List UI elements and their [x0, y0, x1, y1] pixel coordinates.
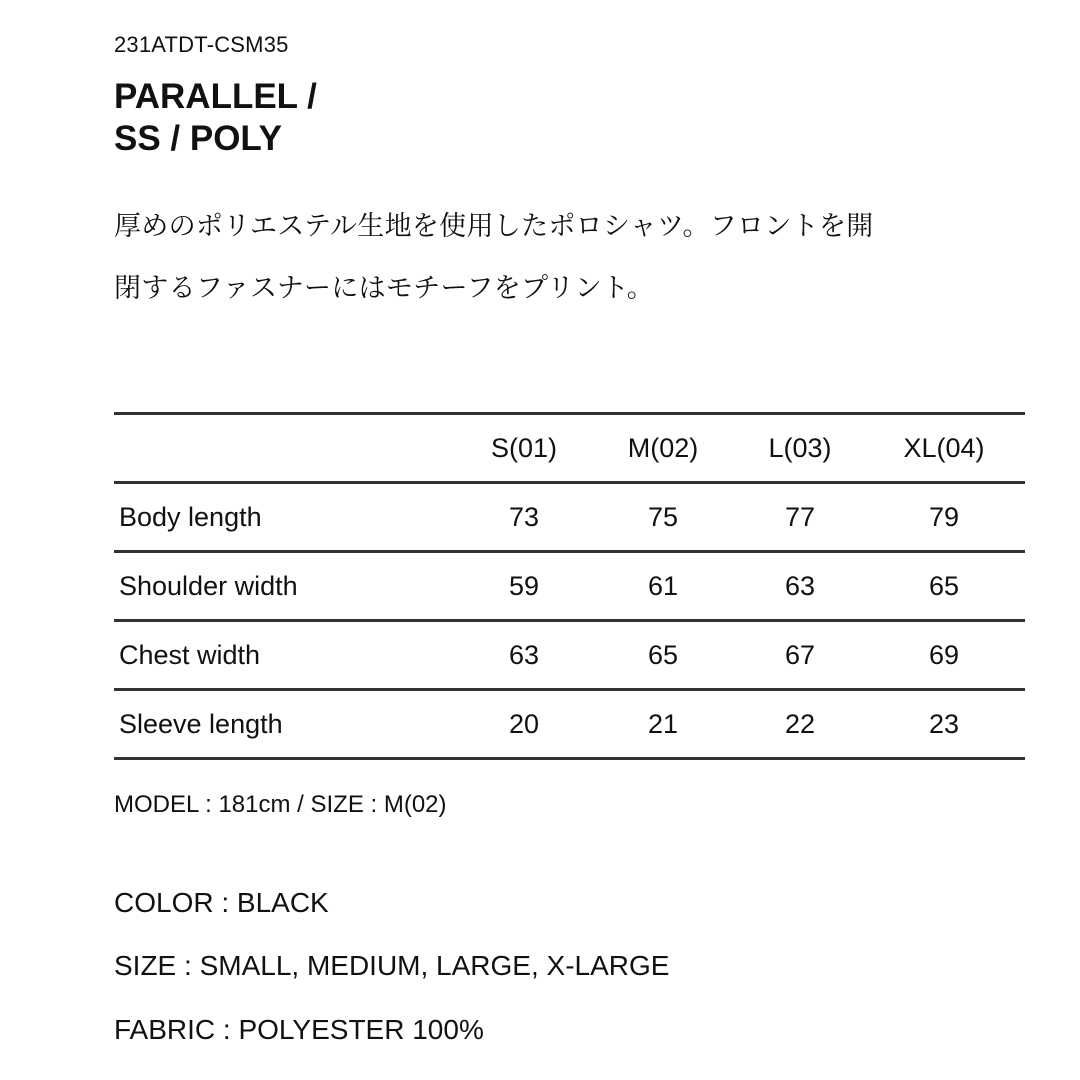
description-line-2: 閉するファスナーにはモチーフをプリント。: [114, 273, 655, 304]
product-code: 231ATDT-CSM35: [114, 32, 289, 57]
cell-value: 79: [863, 483, 1025, 552]
size-table-header-label: [114, 414, 459, 483]
spec-size: SIZE : SMALL, MEDIUM, LARGE, X-LARGE: [114, 950, 670, 981]
row-label: Chest width: [114, 621, 459, 690]
table-row: [114, 690, 1025, 759]
cell-value: 22: [737, 690, 863, 759]
size-table-header-l: L(03): [737, 414, 863, 483]
cell-value: 20: [459, 690, 589, 759]
cell-value: 77: [737, 483, 863, 552]
description-line-1: 厚めのポリエステル生地を使用したポロシャツ。フロントを開: [114, 211, 874, 242]
model-note: MODEL : 181cm / SIZE : M(02): [114, 791, 447, 818]
product-name: [114, 76, 317, 160]
cell-value: 59: [459, 552, 589, 621]
table-row: [114, 483, 1025, 552]
table-row: [114, 621, 1025, 690]
cell-value: 63: [737, 552, 863, 621]
size-table-header-row: [114, 414, 1025, 483]
cell-value: 67: [737, 621, 863, 690]
cell-value: 75: [589, 483, 737, 552]
cell-value: 65: [863, 552, 1025, 621]
table-row: [114, 552, 1025, 621]
row-label: Body length: [114, 483, 459, 552]
product-name-line-1: PARALLEL /: [114, 77, 317, 116]
size-table-header-xl: XL(04): [863, 414, 1025, 483]
size-table-header-m: M(02): [589, 414, 737, 483]
size-table: [114, 412, 1025, 760]
size-table-header-s: S(01): [459, 414, 589, 483]
row-label: Shoulder width: [114, 552, 459, 621]
cell-value: 65: [589, 621, 737, 690]
product-name-line-2: SS / POLY: [114, 119, 282, 158]
cell-value: 73: [459, 483, 589, 552]
cell-value: 23: [863, 690, 1025, 759]
cell-value: 63: [459, 621, 589, 690]
product-description: [114, 212, 1014, 336]
cell-value: 21: [589, 690, 737, 759]
cell-value: 69: [863, 621, 1025, 690]
cell-value: 61: [589, 552, 737, 621]
row-label: Sleeve length: [114, 690, 459, 759]
spec-color: COLOR : BLACK: [114, 887, 329, 918]
spec-fabric: FABRIC : POLYESTER 100%: [114, 1014, 484, 1045]
